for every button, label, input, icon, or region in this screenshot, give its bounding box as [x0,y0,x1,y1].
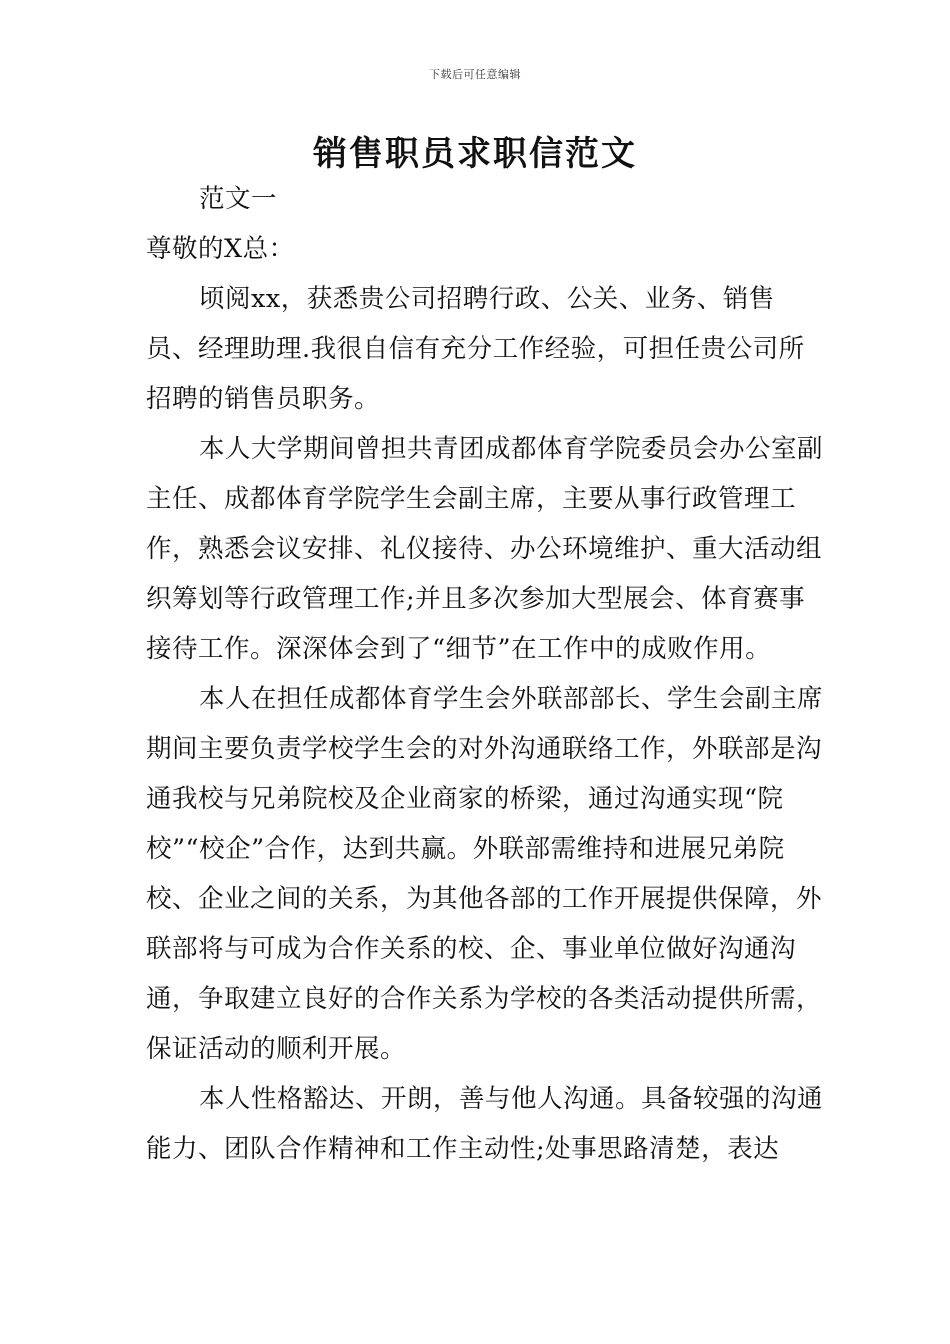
paragraph-2: 本人大学期间曾担共青团成都体育学院委员会办公室副主任、成都体育学院学生会副主席，主要从事行政管理工作，熟悉会议安排、礼仪接待、办公环境维护、重大活动组织筹划等行政管理工作;并且多次参加大型展会、体育赛事接待工作。深深体会到了“细节”在工作中的成败作用。 [146,434,824,664]
paragraph-1: 顷阅xx，获悉贵公司招聘行政、公关、业务、销售员、经理助理.我很自信有充分工作经验，可担任贵公司所招聘的销售员职务。 [146,284,805,414]
header-note: 下载后可任意编辑 [429,68,521,81]
letter-body [146,174,826,1174]
salutation: 尊敬的X总： [146,234,295,264]
paragraph-3: 本人在担任成都体育学生会外联部部长、学生会副主席期间主要负责学校学生会的对外沟通联络工作，外联部是沟通我校与兄弟院校及企业商家的桥梁，通过沟通实现“院校”“校企”合作，达到共赢。外联部需维持和进展兄弟院校、企业之间的关系，为其他各部的工作开展提供保障，外联部将与可成为合作关系的校、企、事业单位做好沟通沟通，争取建立良好的合作关系为学校的各类活动提供所需，保证活动的顺利开展。 [146,684,824,1064]
paragraph-4: 本人性格豁达、开朗，善与他人沟通。具备较强的沟通能力、团队合作精神和工作主动性;处事思路清楚，表达 [146,1084,824,1164]
page-title: 销售职员求职信范文 [313,134,637,174]
section-label: 范文一 [199,184,278,214]
